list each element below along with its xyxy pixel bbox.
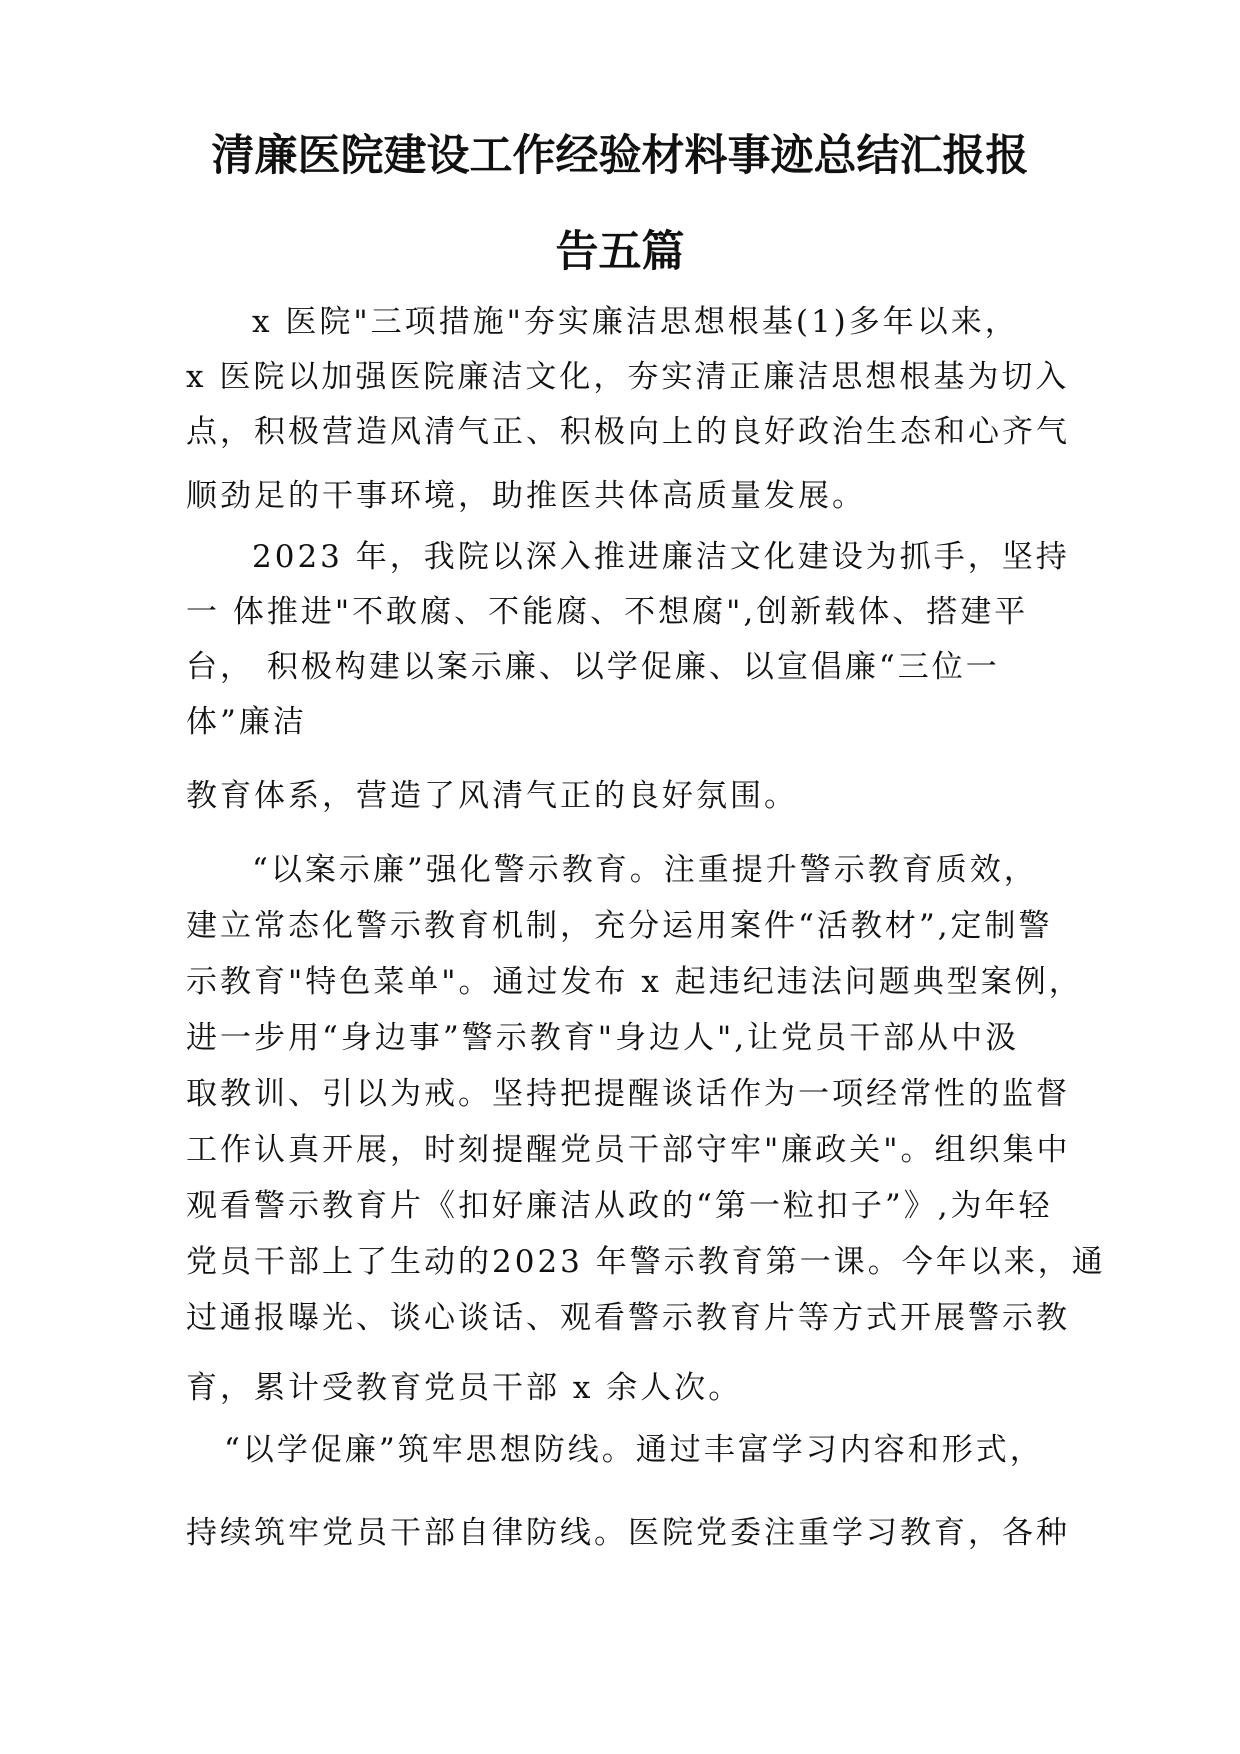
document-title-line-1: 清廉医院建设工作经验材料事迹总结汇报报 [211, 131, 1029, 181]
paragraph-2-line-4: 体”廉洁 [186, 704, 307, 740]
paragraph-2-line-1: 2023 年，我院以深入推进廉洁文化建设为抓手，坚持 [252, 539, 1070, 575]
paragraph-1-line-3: 点，积极营造风清气正、积极向上的良好政治生态和心齐气 [186, 414, 1070, 450]
paragraph-2-line-2: 一 体推进"不敢腐、不能腐、不想腐",创新载体、搭建平 [186, 594, 1029, 630]
paragraph-3-line-3: 示教育"特色菜单"。通过发布 x 起违纪违法问题典型案例， [186, 964, 1083, 1000]
paragraph-3-line-5: 取教训、引以为戒。坚持把提醒谈话作为一项经常性的监督 [186, 1076, 1070, 1112]
paragraph-1-line-2: x 医院以加强医院廉洁文化，夯实清正廉洁思想根基为切入 [186, 359, 1070, 395]
paragraph-1-line-4: 顺劲足的干事环境，助推医共体高质量发展。 [186, 478, 866, 514]
paragraph-3-line-8: 党员干部上了生动的2023 年警示教育第一课。今年以来，通 [186, 1244, 1106, 1280]
paragraph-3-line-1: “以案示廉”强化警示教育。注重提升警示教育质效， [252, 852, 1038, 888]
paragraph-3-line-4: 进一步用“身边事”警示教育"身边人",让党员干部从中汲 [186, 1020, 1020, 1056]
paragraph-2-line-3: 台， 积极构建以案示廉、以学促廉、以宣倡廉“三位一 [186, 649, 1000, 685]
paragraph-4-line-2: 持续筑牢党员干部自律防线。医院党委注重学习教育，各种 [186, 1515, 1070, 1551]
paragraph-1-line-1: x 医院"三项措施"夯实廉洁思想根基(1)多年以来， [252, 304, 1019, 340]
paragraph-3-line-7: 观看警示教育片《扣好廉洁从政的“第一粒扣子”》,为年轻 [186, 1188, 1053, 1224]
paragraph-3-line-9: 过通报曝光、谈心谈话、观看警示教育片等方式开展警示教 [186, 1300, 1070, 1336]
paragraph-3-line-2: 建立常态化警示教育机制，充分运用案件“活教材”,定制警 [186, 908, 1053, 944]
paragraph-3-line-10: 育，累计受教育党员干部 x 余人次。 [186, 1370, 743, 1406]
paragraph-3-line-6: 工作认真开展，时刻提醒党员干部守牢"廉政关"。组织集中 [186, 1132, 1071, 1168]
paragraph-2-line-5: 教育体系，营造了风清气正的良好氛围。 [186, 778, 798, 814]
paragraph-4-line-1: “以学促廉”筑牢思想防线。通过丰富学习内容和形式， [224, 1432, 1044, 1468]
document-title-line-2: 告五篇 [555, 227, 685, 277]
